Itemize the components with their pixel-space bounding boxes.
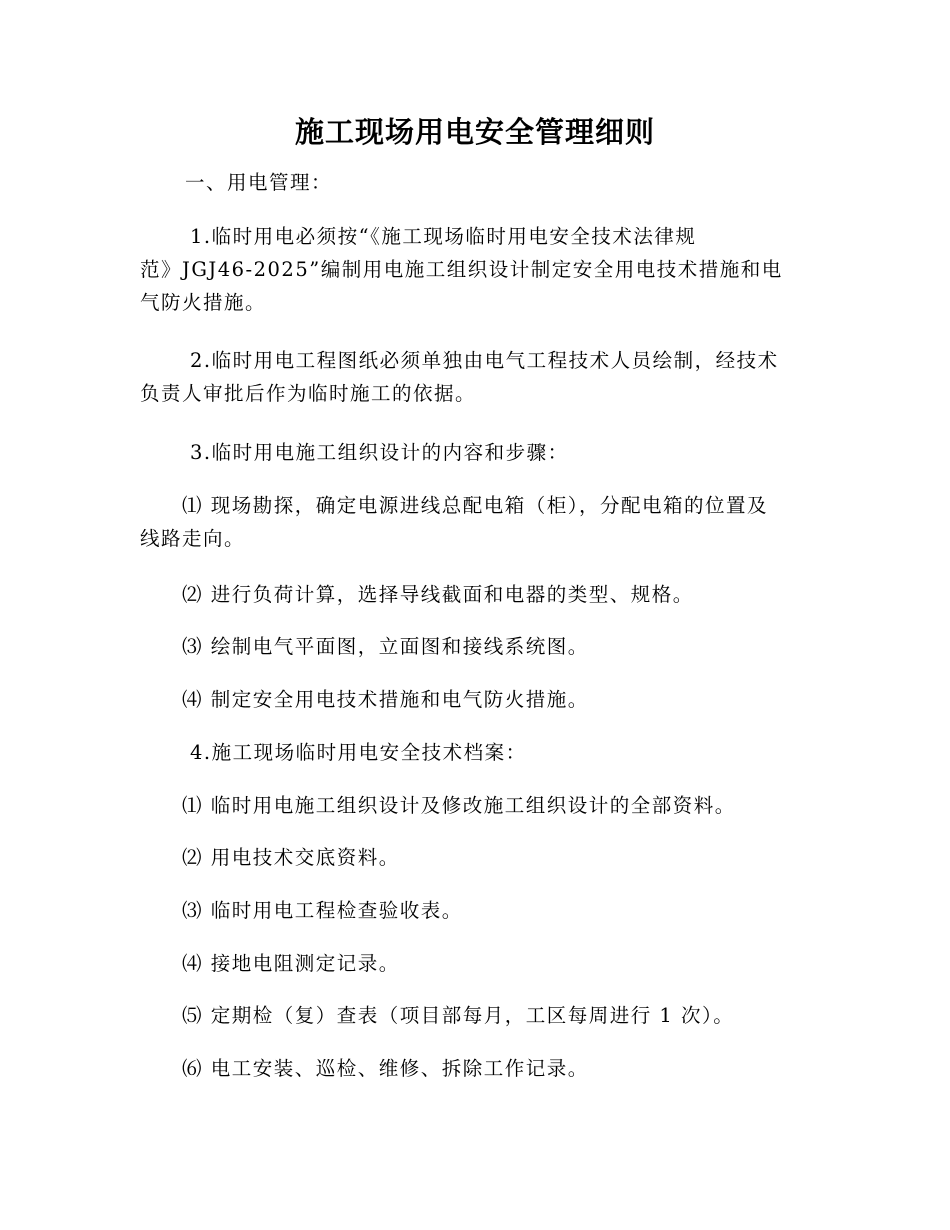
document-title: 施工现场用电安全管理细则 xyxy=(294,115,655,149)
paragraph-item-1 xyxy=(140,220,808,319)
paragraph-item-4-sub-6: ⑹ 电工安装、巡检、维修、拆除工作记录。 xyxy=(182,1057,589,1080)
paragraph-item-4-sub-2: ⑵ 用电技术交底资料。 xyxy=(182,846,400,869)
item-3-sub-1-line-2: 线路走向。 xyxy=(140,527,246,550)
paragraph-item-4-sub-3: ⑶ 临时用电工程检查验收表。 xyxy=(182,899,463,922)
item-1-line-2: 范》JGJ46-2025”编制用电施工组织设计制定安全用电技术措施和电 xyxy=(140,258,783,281)
paragraph-item-4-sub-4: ⑷ 接地电阻测定记录。 xyxy=(182,952,400,975)
section-heading-1: 一、用电管理： xyxy=(185,171,333,194)
paragraph-item-3-sub-3: ⑶ 绘制电气平面图，立面图和接线系统图。 xyxy=(182,635,589,658)
paragraph-item-3: 3.临时用电施工组织设计的内容和步骤： xyxy=(190,441,569,464)
paragraph-item-4-sub-1: ⑴ 临时用电施工组织设计及修改施工组织设计的全部资料。 xyxy=(182,794,736,817)
item-2-line-1: 2.临时用电工程图纸必须单独由电气工程技术人员绘制，经技术 xyxy=(190,349,779,372)
paragraph-item-2 xyxy=(140,344,808,410)
paragraph-item-4-sub-5: ⑸ 定期检（复）查表（项目部每月，工区每周进行 1 次）。 xyxy=(182,1004,735,1027)
item-3-sub-1-line-1: ⑴ 现场勘探，确定电源进线总配电箱（柜），分配电箱的位置及 xyxy=(182,494,768,517)
paragraph-item-3-sub-2: ⑵ 进行负荷计算，选择导线截面和电器的类型、规格。 xyxy=(182,583,694,606)
item-1-line-3: 气防火措施。 xyxy=(140,291,267,314)
paragraph-item-4: 4.施工现场临时用电安全技术档案： xyxy=(190,741,527,764)
paragraph-item-3-sub-1 xyxy=(140,489,808,555)
item-1-line-1: 1.临时用电必须按“《施工现场临时用电安全技术法律规 xyxy=(190,225,697,248)
paragraph-item-3-sub-4: ⑷ 制定安全用电技术措施和电气防火措施。 xyxy=(182,688,589,711)
item-2-line-2: 负责人审批后作为临时施工的依据。 xyxy=(140,382,477,405)
